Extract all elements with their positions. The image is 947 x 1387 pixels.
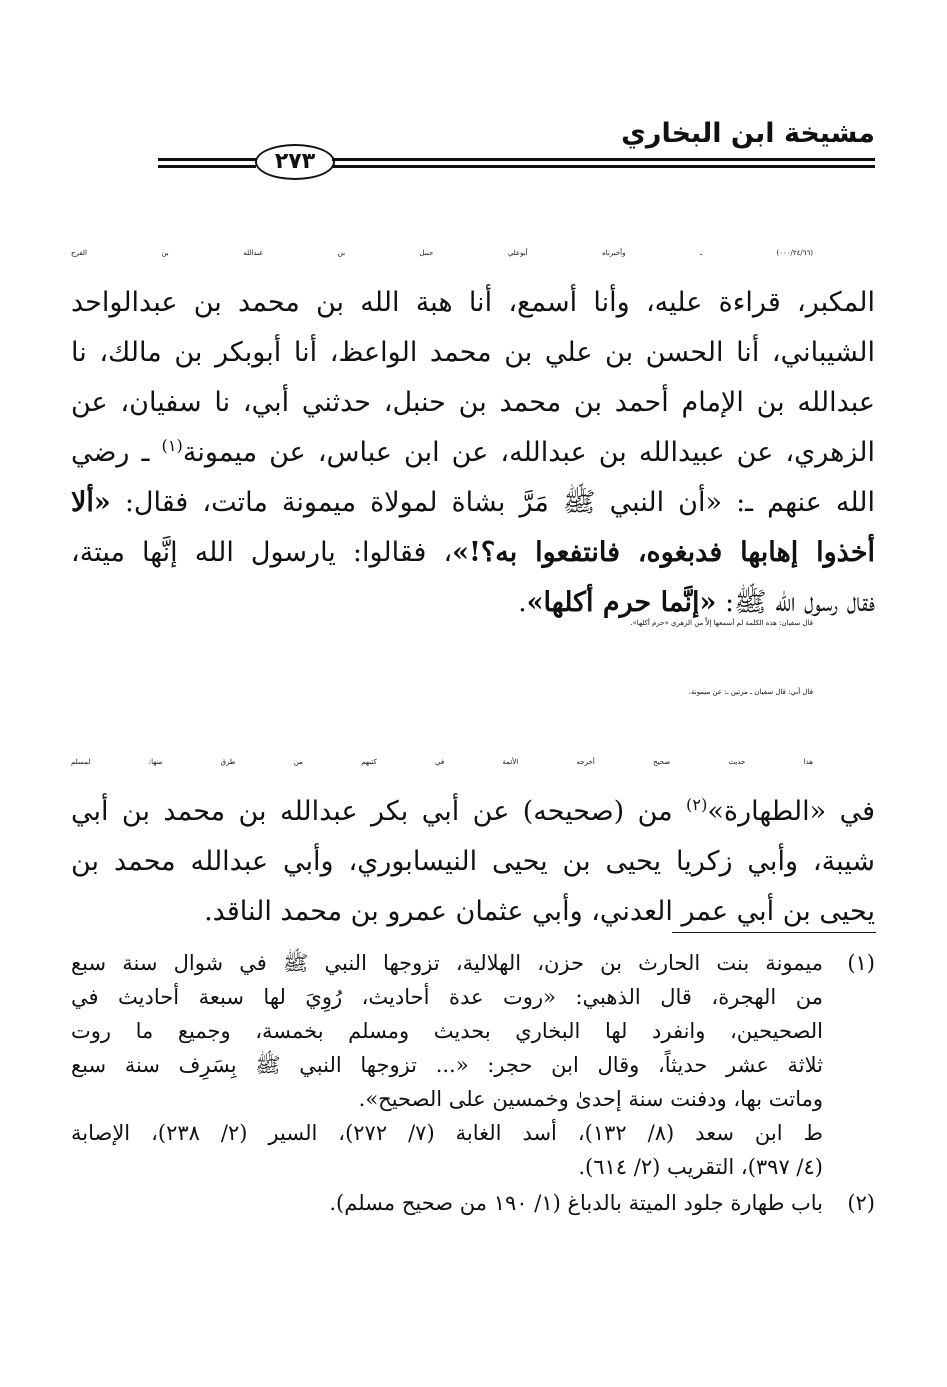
footnote-ref: (١) <box>161 436 183 455</box>
takhrij-paragraph <box>71 737 875 937</box>
text-line: الشيباني، أنا الحسن بن علي بن محمد الواعظ، أنا أبوبكر بن مالك، نا <box>71 337 875 368</box>
hadith-paragraph <box>71 228 875 628</box>
header-double-rule-left <box>158 157 256 169</box>
text-line <box>71 478 875 528</box>
text-line: المكبر، قراءة عليه، وأنا أسمع، أنا هبة الله بن محمد بن عبدالواحد <box>71 287 875 318</box>
text-segment: ـ رضي <box>71 437 162 468</box>
text-line: هذا حديث صحيح أخرجه الأئمة في كتبهم من طرق منها: لمسلم <box>71 758 813 766</box>
text-line: قال أبي: قال سفيان ـ مرتين ـ: عن ميمونة. <box>688 688 813 696</box>
footnote-line: (٤/ ٣٩٧)، التقريب (٢/ ٦١٤). <box>578 1155 823 1179</box>
text-line <box>71 428 875 478</box>
text-segment: ، فقالوا: يارسول الله إنَّها ميتة، <box>71 537 453 568</box>
footnote-1 <box>71 946 875 1184</box>
footnote-2 <box>71 1186 875 1220</box>
page-number-badge: ٢٧٣ <box>255 144 335 180</box>
running-header-title: مشيخة ابن البخاري <box>621 118 875 149</box>
footnote-line: ط ابن سعد (٨/ ١٣٢)، أسد الغابة (٧/ ٢٧٢)، السير (٢/ ٢٣٨)، الإصابة <box>71 1121 823 1145</box>
footnote-number: (١) <box>847 951 875 975</box>
text-line: عبدالله بن الإمام أحمد بن محمد بن حنبل، حدثني أبي، نا سفيان، عن <box>71 387 875 418</box>
hadith-quote: «ألا <box>71 487 111 518</box>
footnote-ref: (٢) <box>686 795 708 814</box>
footnote-line: من الهجرة، قال الذهبي: «روت عدة أحاديث، رُوِيَ لها سبعة أحاديث في <box>71 985 823 1009</box>
text-line: شيبة، وأبي زكريا يحيى بن يحيى النيسابوري، وأبي عبدالله محمد بن <box>71 846 875 877</box>
header-double-rule-right <box>332 157 875 169</box>
text-line <box>71 787 875 837</box>
footnote-line: الصحيحين، وانفرد لها البخاري بحديث ومسلم بخمسة، وجميع ما روت <box>71 1019 823 1043</box>
footnotes <box>71 946 875 1220</box>
text-line: يحيى بن أبي عمر العدني، وأبي عثمان عمرو بن محمد الناقد. <box>204 896 875 927</box>
footnote-line: باب طهارة جلود الميتة بالدباغ (١/ ١٩٠ من صحيح مسلم). <box>329 1191 823 1215</box>
footnote-number: (٢) <box>847 1191 875 1215</box>
text-segment: فقال رسول الله ﷺ: <box>716 587 875 618</box>
hadith-quote: أخذوا إهابها فدبغوه، فانتفعوا به؟!» <box>452 537 876 568</box>
narrator-note-paragraph <box>71 598 875 648</box>
text-segment: . <box>518 587 527 618</box>
text-line: قال سفيان: هذه الكلمة لم أسمعها إلاَّ من الزهري «حرم أكلها». <box>630 619 813 627</box>
hadith-quote: «إنَّما حرم أكلها» <box>526 587 717 618</box>
text-segment: في «الطهارة» <box>707 796 876 827</box>
text-segment: الله عنهم ـ: «أن النبي ﷺ مَرَّ بشاة لمولاة ميمونة ماتت، فقال: <box>110 487 875 518</box>
text-segment: الزهري، عن عبيدالله بن عبدالله، عن ابن عباس، عن ميمونة <box>182 437 875 468</box>
footnote-line: وماتت بها، ودفنت سنة إحدىٰ وخمسين على الصحيح». <box>358 1087 823 1111</box>
text-line <box>71 528 875 578</box>
narrator-note-paragraph <box>71 667 875 717</box>
text-segment: من (صحيحه) عن أبي بكر عبدالله بن محمد بن أبي <box>71 796 687 827</box>
footnote-line: ثلاثة عشر حديثاً، وقال ابن حجر: «... تزوجها النبي ﷺ بِسَرِف سنة سبع <box>71 1053 823 1077</box>
footnote-separator <box>672 932 876 933</box>
text-line: (٠٠٠/٢٤/٦٦) ـ وأخبرناه أبوعلي حنبل بن عبدالله بن الفرج <box>71 249 813 257</box>
footnote-line: ميمونة بنت الحارث بن حزن، الهلالية، تزوجها النبي ﷺ في شوال سنة سبع <box>71 951 823 975</box>
